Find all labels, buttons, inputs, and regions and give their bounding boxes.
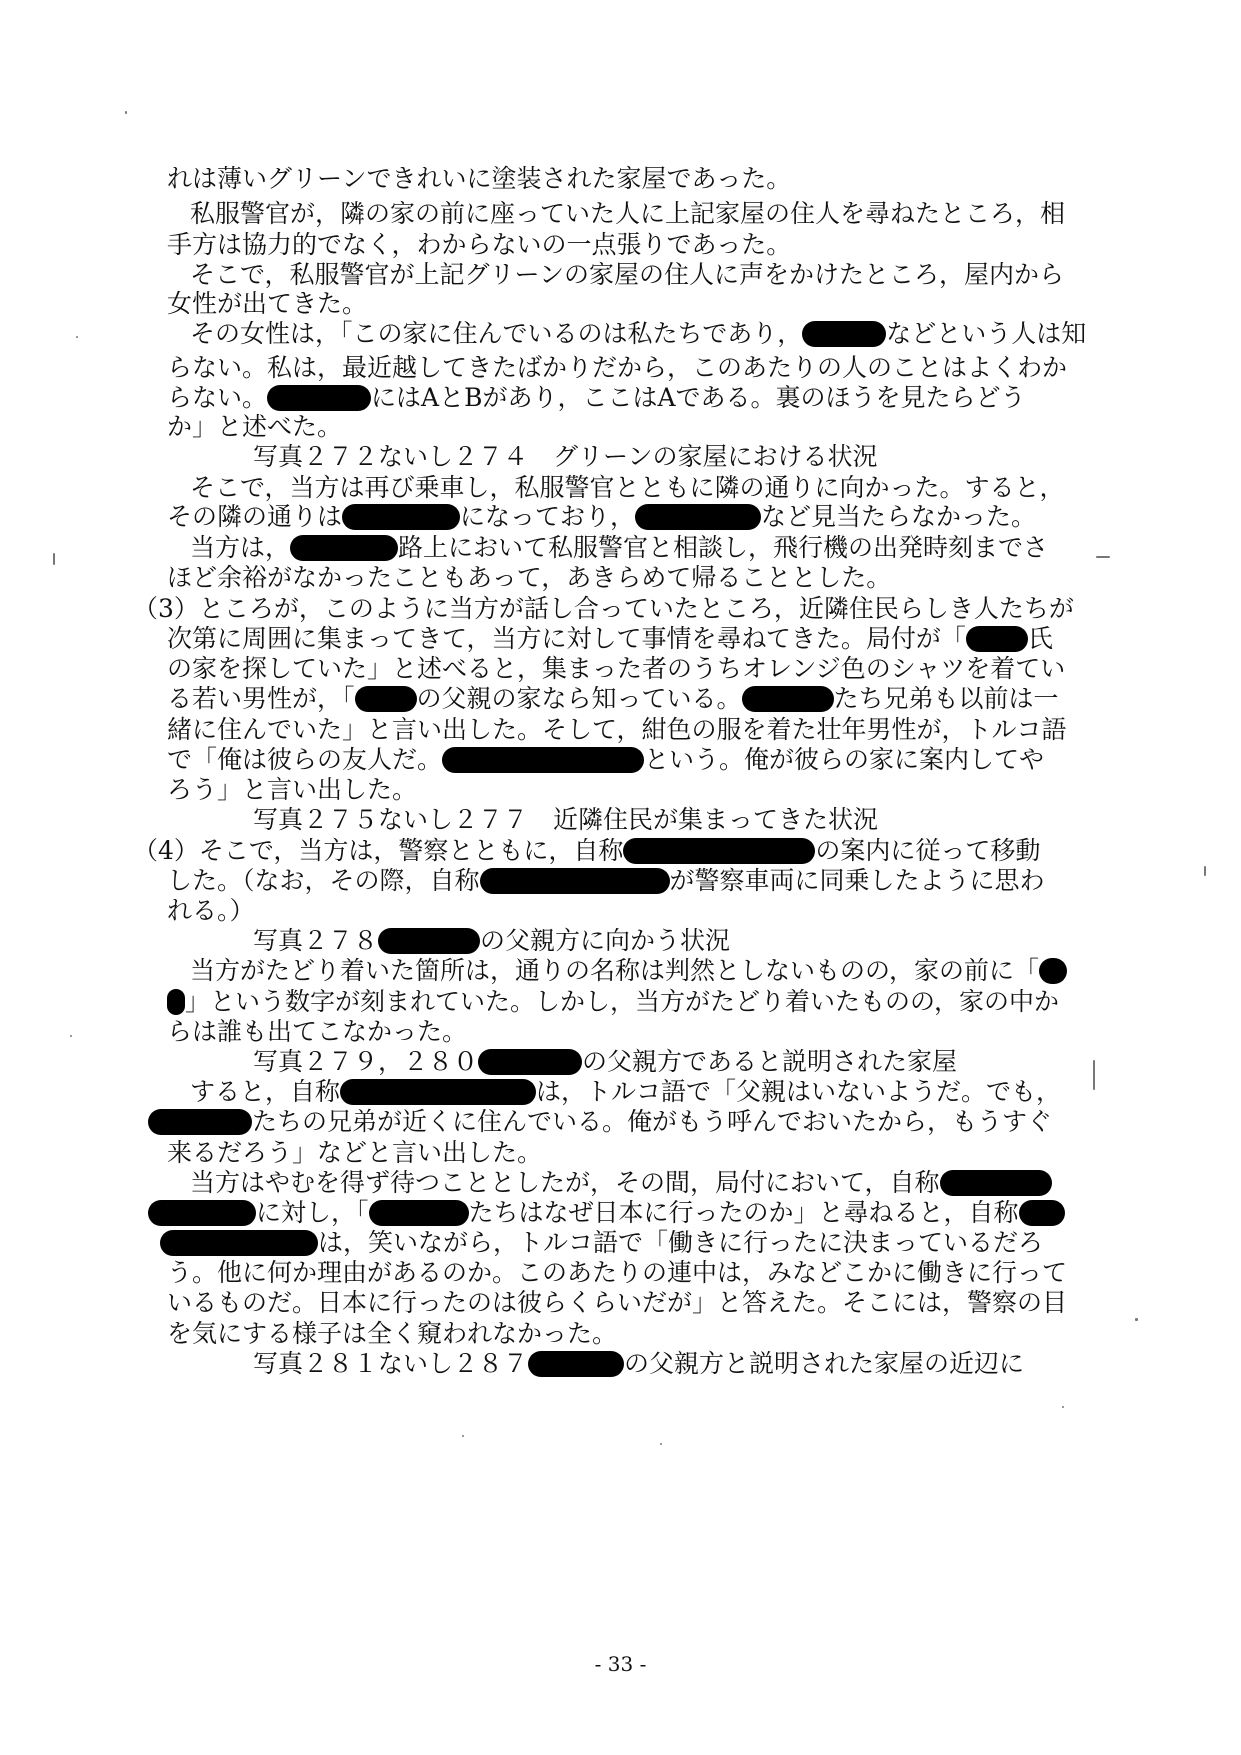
text-line bbox=[167, 1256, 1067, 1290]
text-segment: は，トルコ語で「父親はいないようだ。でも， bbox=[536, 1077, 1062, 1106]
text-segment: 当方がたどり着いた箇所は，通りの名称は判然としないものの，家の前に「 bbox=[190, 956, 1040, 985]
text-segment: 私服警官が，隣の家の前に座っていた人に上記家屋の住人を尋ねたところ，相 bbox=[190, 199, 1066, 228]
text-line bbox=[167, 1136, 542, 1170]
text-segment: の父親方であると説明された家屋 bbox=[582, 1047, 958, 1076]
text-segment: 写真２７５ないし２７７ 近隣住民が集まってきた状況 bbox=[253, 805, 879, 834]
text-line bbox=[253, 803, 878, 837]
text-segment: う。他に何か理由があるのか。このあたりの連中は，みなどこかに働きに行って bbox=[167, 1258, 1068, 1287]
text-line bbox=[190, 1075, 1061, 1109]
text-segment: いるものだ。日本に行ったのは彼らくらいだが」と答えた。そこには，警察の目 bbox=[167, 1288, 1068, 1317]
text-segment: か」と述べた。 bbox=[167, 412, 343, 441]
text-segment: らない。私は，最近越してきたばかりだから，このあたりの人のことはよくわか bbox=[167, 353, 1068, 382]
text-segment: そこで，当方は再び乗車し，私服警官とともに隣の通りに向かった。すると， bbox=[190, 473, 1065, 502]
redaction-bar bbox=[802, 321, 886, 347]
scan-speck bbox=[1062, 1406, 1064, 1408]
text-line bbox=[190, 197, 1065, 231]
text-segment: に対し，「 bbox=[256, 1198, 369, 1227]
text-segment: 当方はやむを得ず待つこととしたが，その間，局付において，自称 bbox=[190, 1168, 940, 1197]
text-segment: の父親の家なら知っている。 bbox=[416, 684, 742, 713]
redaction-bar bbox=[635, 504, 761, 530]
page-number: - 33 - bbox=[594, 1652, 647, 1676]
text-line bbox=[167, 773, 417, 807]
redaction-bar bbox=[267, 385, 371, 411]
text-line bbox=[253, 1347, 1024, 1381]
text-line bbox=[167, 1317, 617, 1351]
text-segment: 写真２７２ないし２７４ グリーンの家屋における状況 bbox=[253, 442, 878, 471]
text-segment: たちはなぜ日本に行ったのか」と尋ねると，自称 bbox=[468, 1198, 1019, 1227]
redaction-bar bbox=[378, 928, 480, 954]
text-segment: すると，自称 bbox=[190, 1077, 341, 1106]
redaction-bar bbox=[966, 626, 1028, 652]
text-line bbox=[148, 1196, 1065, 1230]
text-line bbox=[167, 864, 1045, 898]
text-segment: 路上において私服警官と相談し，飛行機の出発時刻までさ bbox=[398, 533, 1049, 562]
scan-speck bbox=[53, 553, 55, 565]
redaction-bar bbox=[167, 989, 185, 1015]
scan-speck bbox=[76, 336, 78, 338]
redaction-bar bbox=[1039, 958, 1067, 984]
text-line bbox=[190, 531, 1048, 565]
text-line bbox=[167, 228, 791, 262]
text-segment: たち兄弟も以前は一 bbox=[833, 684, 1059, 713]
text-line bbox=[167, 713, 1067, 747]
text-segment: などという人は知 bbox=[886, 319, 1087, 348]
text-segment: で「俺は彼らの友人だ。 bbox=[167, 745, 443, 774]
text-segment: という。俺が彼らの家に案内してや bbox=[644, 745, 1045, 774]
text-line bbox=[190, 317, 1086, 351]
text-segment: 当方は， bbox=[190, 533, 291, 562]
scan-speck bbox=[1093, 1060, 1095, 1090]
redaction-bar bbox=[528, 1351, 624, 1377]
redaction-bar bbox=[148, 1109, 252, 1135]
redaction-bar bbox=[355, 686, 417, 712]
redaction-bar bbox=[369, 1200, 469, 1226]
text-segment: など見当たらなかった。 bbox=[761, 502, 1037, 531]
text-line bbox=[190, 954, 1067, 988]
redaction-bar bbox=[1019, 1200, 1065, 1226]
redaction-bar bbox=[160, 1230, 318, 1256]
text-segment: の父親方に向かう状況 bbox=[480, 926, 731, 955]
text-segment: した。（なお，その際，自称 bbox=[167, 866, 480, 895]
text-segment: 」という数字が刻まれていた。しかし，当方がたどり着いたものの，家の中か bbox=[185, 987, 1060, 1016]
text-line bbox=[133, 592, 1074, 626]
text-line bbox=[167, 985, 1059, 1019]
text-line bbox=[167, 1286, 1067, 1320]
text-segment: 手方は協力的でなく，わからないの一点張りであった。 bbox=[167, 230, 792, 259]
text-line bbox=[167, 500, 1036, 534]
text-segment: は，笑いながら，トルコ語で「働きに行ったに決まっているだろ bbox=[318, 1228, 1044, 1257]
text-line bbox=[167, 894, 255, 928]
redaction-bar bbox=[480, 868, 670, 894]
text-segment: 女性が出てきた。 bbox=[167, 289, 368, 318]
text-segment: （3）ところが，このように当方が話し合っていたところ，近隣住民らしき人たちが bbox=[133, 594, 1074, 623]
text-segment: れは薄いグリーンできれいに塗装された家屋であった。 bbox=[167, 164, 792, 193]
scan-speck bbox=[70, 1035, 72, 1037]
text-segment: その女性は，「この家に住んでいるのは私たちであり， bbox=[190, 319, 803, 348]
redaction-bar bbox=[742, 686, 834, 712]
text-segment: になっており， bbox=[460, 502, 636, 531]
text-line bbox=[167, 622, 1053, 656]
text-segment: が警察車両に同乗したように思わ bbox=[669, 866, 1045, 895]
scan-speck bbox=[1204, 866, 1206, 876]
text-segment: らは誰も出てこなかった。 bbox=[167, 1017, 468, 1046]
text-line bbox=[167, 351, 1067, 385]
text-segment: その隣の通りは bbox=[167, 502, 343, 531]
text-line bbox=[133, 834, 1040, 868]
text-segment: の父親方と説明された家屋の近辺に bbox=[624, 1349, 1025, 1378]
text-segment: れる。） bbox=[167, 896, 255, 925]
scan-speck bbox=[125, 111, 127, 114]
text-segment: 氏 bbox=[1027, 624, 1053, 653]
text-segment: 写真２８１ないし２８７ bbox=[253, 1349, 529, 1378]
text-segment: 次第に周囲に集まってきて，当方に対して事情を尋ねてきた。局付が「 bbox=[167, 624, 966, 653]
text-line bbox=[148, 1105, 1052, 1139]
text-segment: 写真２７９，２８０ bbox=[253, 1047, 479, 1076]
text-segment: そこで，私服警官が上記グリーンの家屋の住人に声をかけたところ，屋内から bbox=[190, 260, 1065, 289]
text-line bbox=[167, 682, 1059, 716]
text-segment: 写真２７８ bbox=[253, 926, 379, 955]
scan-speck bbox=[660, 1443, 662, 1445]
scan-speck bbox=[1096, 556, 1110, 558]
text-segment: にはAとBがあり，ここはAである。裏のほうを見たらどう bbox=[371, 383, 1026, 412]
text-line bbox=[167, 652, 1065, 686]
text-line bbox=[167, 561, 891, 595]
text-line bbox=[167, 743, 1044, 777]
text-segment: たちの兄弟が近くに住んでいる。俺がもう呼んでおいたから，もうすぐ bbox=[252, 1107, 1053, 1136]
text-line bbox=[160, 1226, 1043, 1260]
text-segment: らない。 bbox=[167, 383, 268, 412]
redaction-bar bbox=[623, 838, 815, 864]
redaction-bar bbox=[940, 1170, 1052, 1196]
text-line bbox=[167, 410, 342, 444]
text-segment: の家を探していた」と述べると，集まった者のうちオレンジ色のシャツを着てい bbox=[167, 654, 1066, 683]
text-segment: る若い男性が，「 bbox=[167, 684, 355, 713]
redaction-bar bbox=[340, 1079, 536, 1105]
redaction-bar bbox=[342, 504, 460, 530]
scan-speck bbox=[1135, 1318, 1138, 1321]
redaction-bar bbox=[148, 1200, 256, 1226]
redaction-bar bbox=[290, 535, 398, 561]
redaction-bar bbox=[478, 1049, 582, 1075]
redaction-bar bbox=[442, 747, 644, 773]
text-line bbox=[253, 1045, 957, 1079]
text-line bbox=[190, 1166, 1052, 1200]
text-line bbox=[167, 162, 791, 196]
scan-speck bbox=[462, 1435, 464, 1437]
text-line bbox=[167, 287, 367, 321]
text-segment: を気にする様子は全く窺われなかった。 bbox=[167, 1319, 618, 1348]
text-line bbox=[253, 440, 878, 474]
text-line bbox=[253, 924, 730, 958]
text-segment: ろう」と言い出した。 bbox=[167, 775, 418, 804]
text-line bbox=[167, 1015, 467, 1049]
text-segment: 来るだろう」などと言い出した。 bbox=[167, 1138, 543, 1167]
text-segment: ほど余裕がなかったこともあって，あきらめて帰ることとした。 bbox=[167, 563, 892, 592]
text-segment: 緒に住んでいた」と言い出した。そして，紺色の服を着た壮年男性が，トルコ語 bbox=[167, 715, 1067, 744]
text-segment: の案内に従って移動 bbox=[815, 836, 1041, 865]
text-segment: （4）そこで，当方は，警察とともに，自称 bbox=[133, 836, 624, 865]
